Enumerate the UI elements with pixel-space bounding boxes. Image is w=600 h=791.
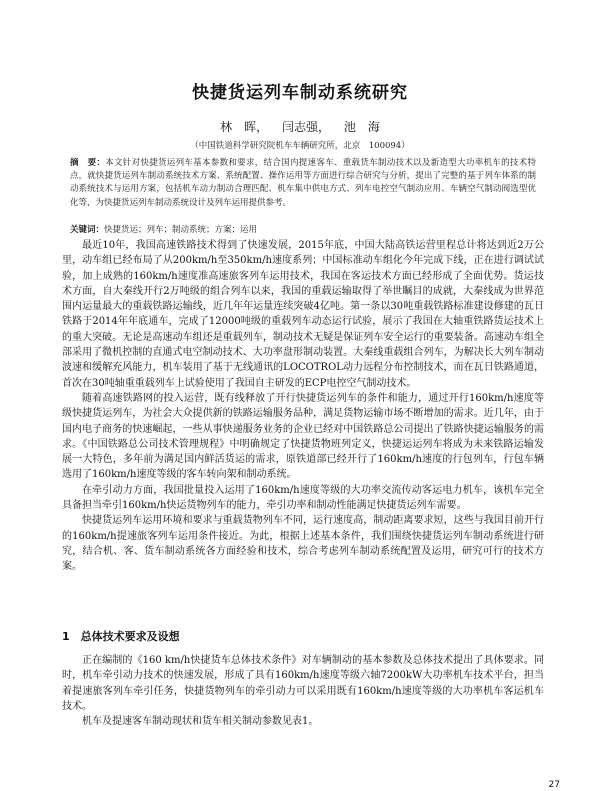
abstract (70, 157, 536, 210)
paragraph: 随着高速铁路网的投入运营，既有线释放了开行快捷货运列车的条件和能力，通过开行160km/h速度等级快捷货运列车，为社会大众提供新的铁路运输服务品种，满足货物运输市场不断增加的需求。近几年，由于国内电子商务的快速崛起，一些从事快递服务业务的企业已经对中国铁路总公司提出了铁路快捷运输服务的需求。《中国铁路总公司技术管理规程》中明确规定了快捷货物班列定义，快捷运运列车将成为未来铁路运输发展一大特色，多年前为满足国内鲜活货运的需求，原铁道部已经开行了160km/h速度的行包列车，行包车辆选用了160km/h速度等级的客车转向架和制动系统。 (62, 392, 544, 481)
keywords (70, 223, 536, 235)
intro-body (62, 238, 544, 575)
affiliation: （中国铁道科学研究院机车车辆研究所，北京 100094） (190, 141, 410, 151)
author-name: 闫志强， (281, 120, 330, 134)
author-name: 林 晖， (220, 120, 269, 134)
paragraph: 机车及提速客车制动现状和货车相关制动参数见表1。 (82, 716, 319, 728)
keywords-text: 快捷货运；列车；制动系统；方案；运用 (104, 225, 258, 235)
page-number: 27 (548, 780, 560, 790)
author-list (0, 118, 600, 135)
paragraph: 正在编制的《160 km/h快捷货车总体技术条件》对车辆制动的基本参数及总体技术提出了具体要求。同时，机车牵引动力技术的快速发展，形成了具有160km/h速度等级六轴7200kW大功率机车技术平台，担当着提速旅客列车牵引任务，快捷货物列车的牵引动力可以采用既有160km/h速度等级的大功率机车客运机车技术。 (62, 655, 544, 712)
paragraph: 快捷货运列车运用环境和要求与重载货物列车不同，运行速度高，制动距离要求短，这些与我国目前开行的160km/h提速旅客列车运用条件接近。为此，根据上述基本条件，我们围绕快捷货运列车制动系统进行研究，结合机、客、货车制动系统各方面经验和技术，综合考虑列车制动系统配置及运用，研究可行的技术方案。 (62, 515, 544, 573)
paragraph: 在牵引动力方面，我国批量投入运用了160km/h速度等级的大功率交流传动客运电力机车，该机车完全具备担当牵引160km/h快运货物列车的能力，牵引功率和制动性能满足快捷货运列车需要。 (62, 484, 544, 512)
author-name: 池 海 (343, 120, 380, 134)
section-heading: 1 总体技术要求及设想 (62, 630, 180, 643)
abstract-text: 本文针对快捷货运列车基本参数和要求，结合国内提速客车、重载货车制动技术以及新造型大功率机车的技术特点，就快捷货运列车制动系统技术方案、系统配置、操作运用等方面进行综合研究与分析，提出了完整的基于列车体系的制动系统技术与运用方案，包括机车动力制动合理匹配、机车集中供电方式、列车电控空气制动应用、车辆空气制动阀选型优化等，为快捷货运列车制动系统设计及列车运用提供参考。 (70, 158, 536, 208)
paper-title: 快捷货运列车制动系统研究 (192, 83, 408, 103)
keywords-label: 关键词： (70, 225, 105, 235)
paragraph: 最近10年，我国高速铁路技术得到了快速发展，2015年底，中国大陆高铁运营里程总计将达到近2万公里，动车组已经布局了从200km/h至350km/h速度系列；中国标准动车组化今年完成下线，正在进行调试试验，加上成熟的160km/h速度准高速旅客列车运用技术，我国在客运技术方面已经形成了全面优势。货运技术方面，自大秦线开行2万吨级的组合列车以来，我国的重载运输取得了举世瞩目的成就，大秦线成为世界范围内运量最大的重载铁路运输线，近几年年运量连续突破4亿吨。第一条以30吨重载铁路标准建设修建的瓦日铁路于2014年年底通车，完成了12000吨级的重载列车动态运行试验，展示了我国在大轴重铁路货运技术上的重大突破。无论是高速动车组还是重载列车，制动技术无疑是保证列车安全运行的重要装备。高速动车组全部采用了微机控制的直通式电空制动技术、大功率盘形制动装置。大秦线重载组合列车，为解决长大列车制动波速和缓解充风能力，机车装用了基于无线通讯的LOCOTROL动力远程分布控制技术，而在瓦日铁路通道，首次在30吨轴重重载列车上试验使用了我国自主研发的ECP电控空气制动技术。 (62, 240, 544, 389)
abstract-label: 摘 要： (70, 158, 106, 168)
section-body (62, 653, 544, 729)
